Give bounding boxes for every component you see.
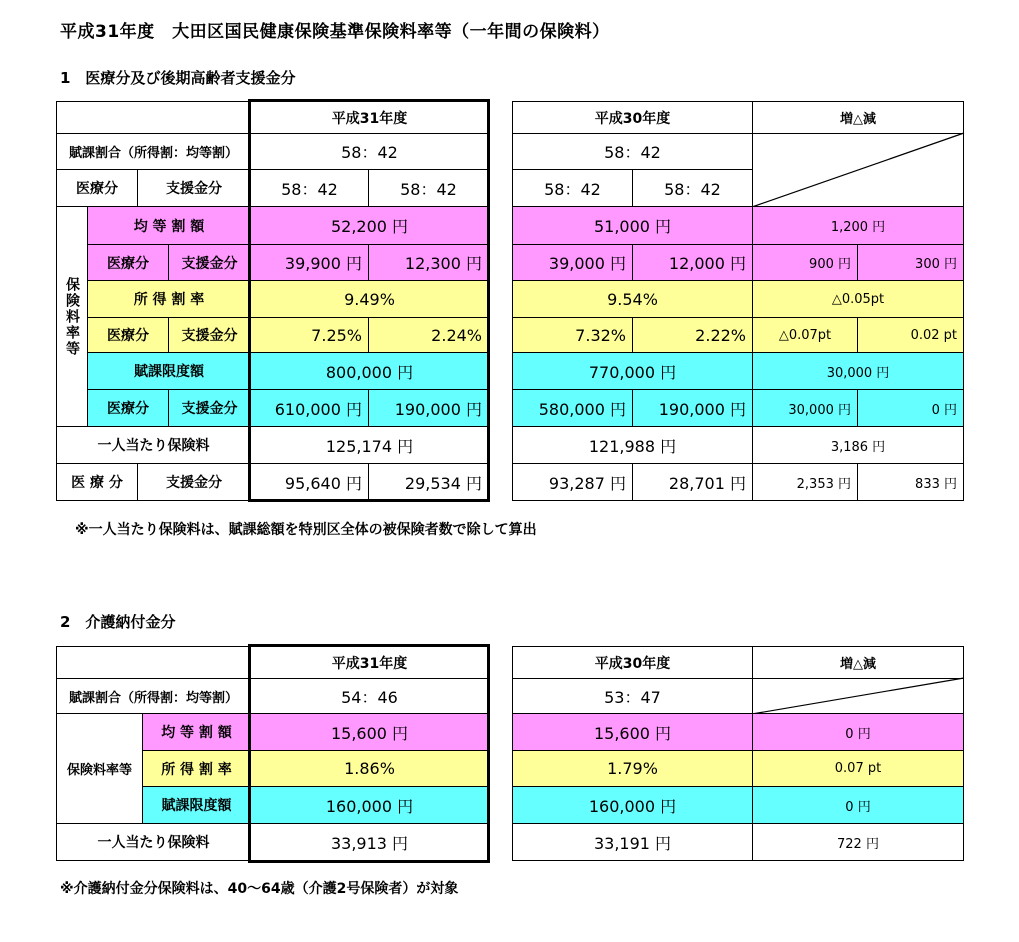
s2-kintou-label: 均 等 割 額	[142, 713, 251, 751]
s1-gendo-label: 賦課限度額	[87, 352, 251, 390]
s1-per-label: 一人当たり保険料	[56, 426, 251, 464]
s1-kintou-diff-shien: 300 円	[857, 244, 964, 281]
s1-shotoku-fy31-iryo: 7.25%	[250, 317, 369, 353]
s2-per-diff: 722 円	[752, 823, 964, 861]
s1-per-diff: 3,186 円	[752, 426, 964, 464]
s2-kintou-fy31: 15,600 円	[250, 713, 489, 751]
s1-kintou-label: 均 等 割 額	[87, 206, 251, 245]
s1-gendo-sub-shien-label: 支援金分	[168, 389, 251, 427]
s1-gendo-diff: 30,000 円	[752, 352, 964, 390]
s1-gendo-fy31-shien: 190,000 円	[368, 389, 489, 427]
s2-kintou-fy30: 15,600 円	[512, 713, 753, 751]
s1-gendo-sub-iryo-label: 医療分	[87, 389, 169, 427]
s1-kintou-diff: 1,200 円	[752, 206, 964, 245]
s1-subratio-fy31-shien: 58：42	[368, 169, 489, 207]
s1-kintou-sub-shien-label: 支援金分	[168, 244, 251, 281]
s2-kintou-diff: 0 円	[752, 713, 964, 751]
s1-header-blank	[56, 101, 251, 134]
s1-per-fy30-shien: 28,701 円	[632, 463, 753, 501]
s1-shotoku-label: 所 得 割 率	[87, 280, 251, 318]
s2-gendo-diff: 0 円	[752, 786, 964, 824]
s1-gendo-fy30: 770,000 円	[512, 352, 753, 390]
s1-kintou-sub-iryo-label: 医療分	[87, 244, 169, 281]
s1-kintou-fy31: 52,200 円	[250, 206, 489, 245]
s1-ratio-fy30: 58：42	[512, 133, 753, 170]
s1-subratio-fy31-iryo: 58：42	[250, 169, 369, 207]
s2-header-diff: 増△減	[752, 646, 964, 679]
s1-diagonal-line	[752, 133, 964, 207]
s1-shotoku-diff-shien: 0.02 pt	[857, 317, 964, 353]
s1-per-sub-iryo-label: 医 療 分	[56, 463, 138, 501]
s2-group-label: 保険料率等	[56, 713, 143, 824]
s1-sub-iryo-label: 医療分	[56, 169, 138, 207]
s1-gendo-fy30-iryo: 580,000 円	[512, 389, 633, 427]
s1-gendo-fy30-shien: 190,000 円	[632, 389, 753, 427]
s1-per-fy31-shien: 29,534 円	[368, 463, 489, 501]
s1-subratio-fy30-shien: 58：42	[632, 169, 753, 207]
s1-gendo-fy31: 800,000 円	[250, 352, 489, 390]
s1-per-diff-shien: 833 円	[857, 463, 964, 501]
s1-kintou-fy30: 51,000 円	[512, 206, 753, 245]
s1-kintou-diff-iryo: 900 円	[752, 244, 858, 281]
s2-gendo-label: 賦課限度額	[142, 786, 251, 824]
s1-header-fy30: 平成30年度	[512, 101, 753, 134]
s1-subratio-fy30-iryo: 58：42	[512, 169, 633, 207]
s1-per-fy31-iryo: 95,640 円	[250, 463, 369, 501]
s1-per-fy31: 125,174 円	[250, 426, 489, 464]
s1-per-fy30-iryo: 93,287 円	[512, 463, 633, 501]
s1-shotoku-diff: △0.05pt	[752, 280, 964, 318]
s1-shotoku-fy30-iryo: 7.32%	[512, 317, 633, 353]
section1-heading: 1 医療分及び後期高齢者支援金分	[60, 69, 296, 87]
s1-note: ※一人当たり保険料は、賦課総額を特別区全体の被保険者数で除して算出	[75, 522, 537, 538]
s2-shotoku-fy30: 1.79%	[512, 750, 753, 787]
s1-ratio-fy31: 58：42	[250, 133, 489, 170]
s2-header-fy30: 平成30年度	[512, 646, 753, 679]
s2-ratio-fy30: 53：47	[512, 678, 753, 714]
s1-kintou-fy31-shien: 12,300 円	[368, 244, 489, 281]
s1-ratio-label: 賦課割合（所得割：均等割）	[56, 133, 251, 170]
s2-shotoku-diff: 0.07 pt	[752, 750, 964, 787]
s1-kintou-fy30-shien: 12,000 円	[632, 244, 753, 281]
page-title: 平成31年度 大田区国民健康保険基準保険料率等（一年間の保険料）	[60, 22, 610, 42]
s2-per-fy30: 33,191 円	[512, 823, 753, 861]
s1-shotoku-diff-iryo: △0.07pt	[752, 317, 858, 353]
s1-gendo-diff-iryo: 30,000 円	[752, 389, 858, 427]
s1-vertical-label: 保険料率等	[56, 206, 88, 427]
s2-header-blank	[56, 646, 251, 679]
s1-shotoku-fy31-shien: 2.24%	[368, 317, 489, 353]
s2-ratio-fy31: 54：46	[250, 678, 489, 714]
s2-per-fy31: 33,913 円	[250, 823, 489, 861]
s1-sub-shien-label: 支援金分	[137, 169, 251, 207]
s1-gendo-diff-shien: 0 円	[857, 389, 964, 427]
s1-gendo-fy31-iryo: 610,000 円	[250, 389, 369, 427]
s2-note: ※介護納付金分保険料は、40～64歳（介護2号保険者）が対象	[60, 881, 459, 897]
s1-per-sub-shien-label: 支援金分	[137, 463, 251, 501]
s1-shotoku-sub-shien-label: 支援金分	[168, 317, 251, 353]
s2-ratio-label: 賦課割合（所得割：均等割）	[56, 678, 251, 714]
s2-gendo-fy31: 160,000 円	[250, 786, 489, 824]
s1-header-diff: 増△減	[752, 101, 964, 134]
s2-header-fy31: 平成31年度	[250, 646, 489, 679]
s1-shotoku-sub-iryo-label: 医療分	[87, 317, 169, 353]
s2-shotoku-fy31: 1.86%	[250, 750, 489, 787]
section2-heading: 2 介護納付金分	[60, 613, 176, 631]
s2-per-label: 一人当たり保険料	[56, 823, 251, 861]
s1-shotoku-fy30: 9.54%	[512, 280, 753, 318]
s1-kintou-fy30-iryo: 39,000 円	[512, 244, 633, 281]
s1-shotoku-fy31: 9.49%	[250, 280, 489, 318]
s2-shotoku-label: 所 得 割 率	[142, 750, 251, 787]
s2-gendo-fy30: 160,000 円	[512, 786, 753, 824]
s2-diagonal-line	[752, 678, 964, 714]
s1-header-fy31: 平成31年度	[250, 101, 489, 134]
s1-per-fy30: 121,988 円	[512, 426, 753, 464]
s1-kintou-fy31-iryo: 39,900 円	[250, 244, 369, 281]
s1-per-diff-iryo: 2,353 円	[752, 463, 858, 501]
s1-shotoku-fy30-shien: 2.22%	[632, 317, 753, 353]
